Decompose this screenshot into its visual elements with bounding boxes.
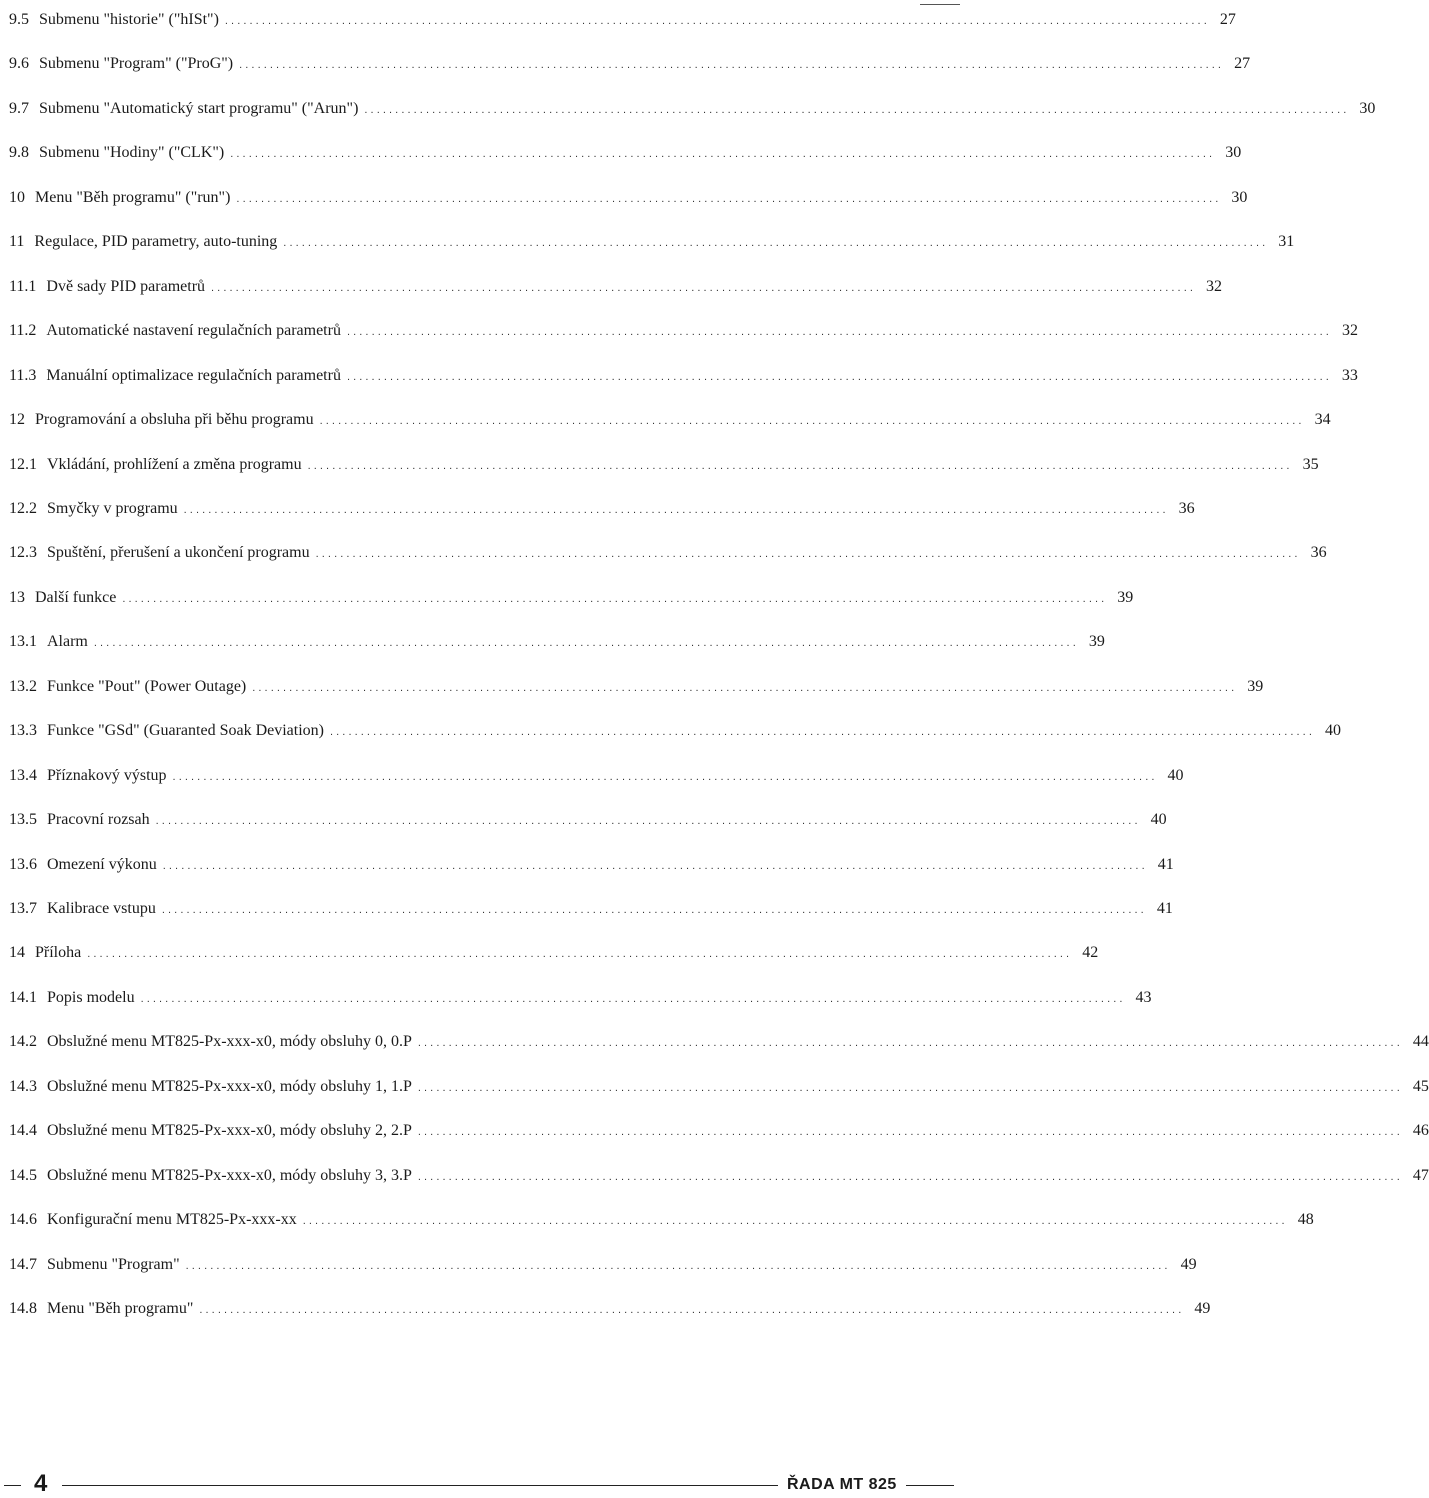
toc-entry[interactable]	[9, 1073, 1429, 1097]
footer-series-label: ŘADA MT 825	[787, 1476, 897, 1493]
dot-leader: ................................................................................................................................................................	[161, 904, 1147, 916]
toc-entry-number: 13.2	[9, 677, 37, 695]
toc-entry-number: 13.6	[9, 855, 37, 873]
toc-entry-title: Menu "Běh programu" ("run")	[35, 188, 231, 206]
toc-entry-title: Příznakový výstup	[47, 766, 167, 784]
top-rule	[920, 4, 960, 5]
toc-entry-number: 14	[9, 944, 25, 962]
toc-entry-number: 13.3	[9, 722, 37, 740]
toc-entry-page: 30	[1359, 99, 1376, 117]
toc-entry[interactable]	[9, 584, 1134, 608]
dot-leader: ................................................................................................................................................................	[239, 59, 1225, 72]
toc-entry-title: Submenu "Program"	[47, 1255, 180, 1273]
dot-leader: ................................................................................................................................................................	[199, 1304, 1185, 1317]
toc-entry[interactable]	[9, 451, 1319, 475]
toc-entry-number: 12.3	[9, 544, 37, 562]
toc-entry-number: 10	[9, 188, 25, 206]
toc-entry-number: 13.5	[9, 811, 37, 829]
dot-leader: ................................................................................................................................................................	[307, 459, 1293, 472]
dot-leader: ................................................................................................................................................................	[172, 770, 1158, 783]
toc-entry[interactable]	[9, 895, 1173, 919]
dot-leader: ................................................................................................................................................................	[417, 1037, 1403, 1050]
toc-entry-number: 11.2	[9, 322, 37, 340]
toc-entry-number: 12.2	[9, 499, 37, 517]
toc-entry[interactable]	[9, 317, 1358, 341]
dot-leader: ................................................................................................................................................................	[315, 548, 1301, 561]
toc-entry[interactable]	[9, 939, 1099, 963]
toc-entry-number: 14.8	[9, 1300, 37, 1318]
toc-entry-title: Obslužné menu MT825-Px-xxx-x0, módy obsluhy 3, 3.P	[47, 1166, 412, 1184]
toc-entry-title: Funkce "GSd" (Guaranted Soak Deviation)	[47, 722, 324, 740]
toc-entry[interactable]	[9, 228, 1295, 252]
toc-entry-title: Spuštění, přerušení a ukončení programu	[47, 544, 310, 562]
toc-entry-title: Konfigurační menu MT825-Px-xxx-xx	[47, 1211, 297, 1229]
dot-leader: ................................................................................................................................................................	[346, 370, 1332, 383]
toc-entry[interactable]	[9, 539, 1327, 563]
toc-entry-title: Programování a obsluha při běhu programu	[35, 411, 314, 429]
toc-entry-page: 32	[1206, 277, 1223, 295]
toc-entry[interactable]	[9, 1028, 1429, 1052]
toc-entry[interactable]	[9, 1117, 1429, 1141]
dot-leader: ................................................................................................................................................................	[417, 1081, 1403, 1094]
toc-entry-page: 39	[1088, 633, 1105, 651]
toc-entry-title: Obslužné menu MT825-Px-xxx-x0, módy obsluhy 1, 1.P	[47, 1077, 412, 1095]
toc-entry-number: 14.2	[9, 1033, 37, 1051]
dot-leader: ................................................................................................................................................................	[211, 281, 1197, 294]
toc-entry-number: 11.3	[9, 366, 37, 384]
toc-entry-title: Funkce "Pout" (Power Outage)	[47, 677, 247, 695]
toc-entry-page: 46	[1412, 1122, 1429, 1140]
toc-entry-page: 40	[1167, 766, 1184, 784]
toc-entry-title: Obslužné menu MT825-Px-xxx-x0, módy obsluhy 0, 0.P	[47, 1033, 412, 1051]
toc-entry-page: 39	[1117, 588, 1134, 606]
dot-leader: ................................................................................................................................................................	[183, 503, 1169, 516]
footer-rule-left	[4, 1485, 21, 1486]
toc-entry-page: 48	[1297, 1211, 1314, 1229]
toc-entry-page: 33	[1341, 366, 1358, 384]
footer-rule-right	[906, 1485, 954, 1486]
toc-entry-number: 9.6	[9, 55, 29, 73]
toc-entry-page: 44	[1412, 1033, 1429, 1051]
toc-entry-page: 34	[1314, 411, 1331, 429]
toc-entry-number: 14.6	[9, 1211, 37, 1229]
toc-entry-title: Alarm	[47, 633, 88, 651]
toc-entry[interactable]	[9, 806, 1167, 830]
toc-entry-page: 42	[1082, 944, 1099, 962]
toc-entry-title: Vkládání, prohlížení a změna programu	[47, 455, 302, 473]
toc-entry-page: 40	[1324, 722, 1341, 740]
toc-entry-title: Příloha	[35, 944, 82, 962]
toc-entry-number: 14.7	[9, 1255, 37, 1273]
dot-leader: ................................................................................................................................................................	[417, 1126, 1403, 1139]
toc-entry-page: 45	[1412, 1077, 1429, 1095]
toc-entry-page: 39	[1247, 677, 1264, 695]
dot-leader: ................................................................................................................................................................	[252, 681, 1238, 694]
toc-entry-title: Submenu "Automatický start programu" ("Arun")	[39, 99, 359, 117]
toc-entry-number: 14.5	[9, 1166, 37, 1184]
toc-entry-number: 9.7	[9, 99, 29, 117]
toc-entry[interactable]	[9, 362, 1358, 386]
toc-entry-title: Submenu "Hodiny" ("CLK")	[39, 144, 225, 162]
footer-rule-middle	[62, 1485, 778, 1486]
dot-leader: ................................................................................................................................................................	[87, 948, 1073, 961]
toc-entry-number: 14.4	[9, 1122, 37, 1140]
dot-leader: ................................................................................................................................................................	[236, 192, 1222, 205]
dot-leader: ................................................................................................................................................................	[283, 237, 1269, 250]
page-footer	[0, 1470, 960, 1496]
dot-leader: ................................................................................................................................................................	[122, 592, 1108, 605]
toc-entry-page: 43	[1135, 988, 1152, 1006]
toc-entry-page: 49	[1194, 1300, 1211, 1318]
dot-leader: ................................................................................................................................................................	[417, 1170, 1403, 1183]
toc-entry-page: 40	[1150, 811, 1167, 829]
toc-entry[interactable]	[9, 95, 1376, 119]
toc-entry-number: 9.5	[9, 11, 29, 28]
toc-entry-page: 41	[1156, 900, 1173, 917]
toc-entry[interactable]	[9, 273, 1223, 297]
toc-entry[interactable]	[9, 1206, 1314, 1230]
dot-leader: ................................................................................................................................................................	[140, 992, 1126, 1005]
toc-entry[interactable]	[9, 50, 1251, 74]
toc-entry[interactable]	[9, 1162, 1429, 1186]
dot-leader: ................................................................................................................................................................	[230, 148, 1216, 161]
toc-entry[interactable]	[9, 984, 1152, 1008]
dot-leader: ................................................................................................................................................................	[93, 637, 1079, 650]
toc-entry[interactable]	[9, 673, 1264, 697]
toc-entry-title: Dvě sady PID parametrů	[46, 277, 206, 295]
toc-entry-number: 11.1	[9, 277, 37, 295]
toc-entry-number: 13.1	[9, 633, 37, 651]
toc-entry-number: 14.3	[9, 1077, 37, 1095]
toc-entry-title: Obslužné menu MT825-Px-xxx-x0, módy obsluhy 2, 2.P	[47, 1122, 412, 1140]
toc-entry-title: Popis modelu	[47, 988, 135, 1006]
toc-entry[interactable]	[9, 1295, 1211, 1319]
toc-entry-page: 30	[1231, 188, 1248, 206]
toc-entry-page: 32	[1341, 322, 1358, 340]
toc-entry[interactable]	[9, 6, 1236, 30]
toc-entry-number: 13.4	[9, 766, 37, 784]
toc-entry[interactable]	[9, 717, 1341, 741]
toc-entry-page: 27	[1219, 11, 1236, 28]
toc-entry-title: Submenu "historie" ("hISt")	[39, 11, 219, 28]
toc-entry-title: Kalibrace vstupu	[47, 900, 156, 917]
toc-entry-page: 47	[1412, 1166, 1429, 1184]
toc-entry[interactable]	[9, 851, 1174, 875]
toc-entry-page: 31	[1278, 233, 1295, 251]
toc-entry-page: 36	[1178, 499, 1195, 517]
toc-entry-number: 13.7	[9, 900, 37, 917]
toc-entry-title: Menu "Běh programu"	[47, 1300, 194, 1318]
toc-entry[interactable]	[9, 184, 1248, 208]
toc-entry[interactable]	[9, 495, 1195, 519]
dot-leader: ................................................................................................................................................................	[330, 726, 1315, 739]
toc-entry-title: Regulace, PID parametry, auto-tuning	[34, 233, 278, 251]
toc-entry-number: 9.8	[9, 144, 29, 162]
toc-entry-title: Automatické nastavení regulačních parametrů	[46, 322, 341, 340]
toc-entry-title: Submenu "Program" ("ProG")	[39, 55, 234, 73]
dot-leader: ................................................................................................................................................................	[364, 103, 1350, 116]
toc-entry-number: 14.1	[9, 988, 37, 1006]
dot-leader: ................................................................................................................................................................	[319, 415, 1305, 428]
toc-entry-number: 13	[9, 588, 25, 606]
toc-entry-page: 36	[1310, 544, 1327, 562]
toc-entry[interactable]	[9, 139, 1242, 163]
toc-entry-title: Manuální optimalizace regulačních parametrů	[46, 366, 341, 384]
dot-leader: ................................................................................................................................................................	[155, 815, 1141, 828]
toc-entry[interactable]	[9, 1251, 1197, 1275]
dot-leader: ................................................................................................................................................................	[162, 859, 1148, 872]
dot-leader: ................................................................................................................................................................	[224, 15, 1210, 27]
dot-leader: ................................................................................................................................................................	[346, 326, 1332, 339]
toc-entry[interactable]	[9, 406, 1331, 430]
toc-entry-title: Další funkce	[35, 588, 117, 606]
dot-leader: ................................................................................................................................................................	[302, 1215, 1288, 1228]
toc-entry-number: 11	[9, 233, 25, 251]
toc-entry[interactable]	[9, 762, 1184, 786]
toc-entry-page: 41	[1157, 855, 1174, 873]
toc-entry-number: 12.1	[9, 455, 37, 473]
toc-entry-page: 49	[1180, 1255, 1197, 1273]
dot-leader: ................................................................................................................................................................	[185, 1259, 1171, 1272]
toc-entry-page: 27	[1234, 55, 1251, 73]
toc-entry-title: Smyčky v programu	[47, 499, 178, 517]
toc-entry-number: 12	[9, 411, 25, 429]
footer-page-number: 4	[34, 1470, 48, 1497]
toc-entry[interactable]	[9, 628, 1105, 652]
toc-entry-page: 35	[1302, 455, 1319, 473]
toc-entry-page: 30	[1225, 144, 1242, 162]
toc-entry-title: Omezení výkonu	[47, 855, 157, 873]
toc-entry-title: Pracovní rozsah	[47, 811, 150, 829]
